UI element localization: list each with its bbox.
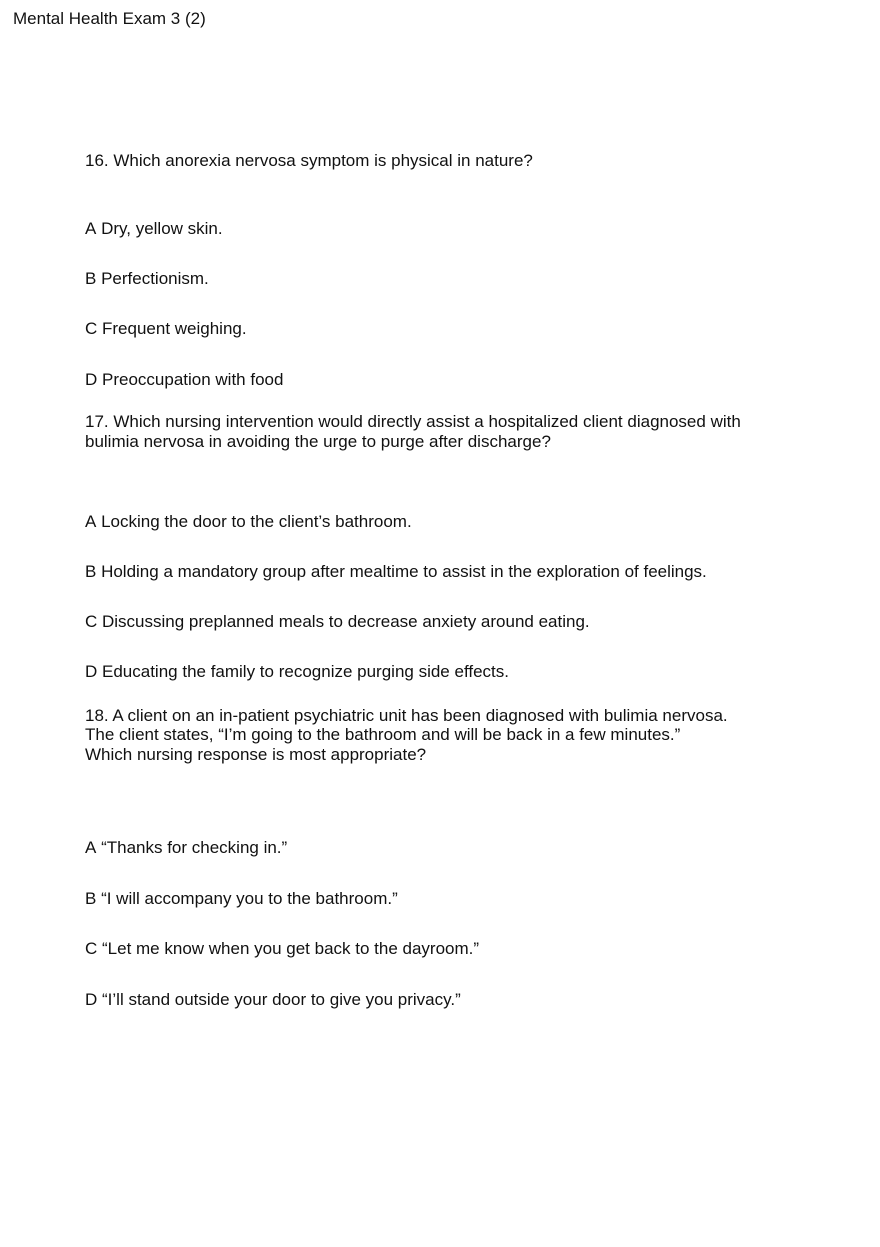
question-17-option-b[interactable] [85,562,707,582]
question-17-option-a[interactable] [85,512,412,532]
option-letter: A [85,838,97,857]
option-letter: C [85,319,98,338]
option-text: Discussing preplanned meals to decrease anxiety around eating. [97,612,590,631]
question-18-option-d[interactable] [85,990,461,1010]
option-text: “I’ll stand outside your door to give you privacy.” [97,990,461,1009]
option-letter: A [85,219,97,238]
question-16-option-a[interactable] [85,219,223,239]
option-text: “Let me know when you get back to the dayroom.” [97,939,480,958]
question-18-option-c[interactable] [85,939,479,959]
question-18-option-b[interactable] [85,889,398,909]
option-text: Preoccupation with food [97,370,284,389]
option-text: “I will accompany you to the bathroom.” [96,889,398,908]
question-18-text-line-2: The client states, “I’m going to the bathroom and will be back in a few minutes.” [85,725,681,744]
question-16-text: 16. Which anorexia nervosa symptom is physical in nature? [85,151,533,170]
question-16-option-c[interactable] [85,319,247,339]
option-letter: A [85,512,97,531]
question-18-text-line-1: 18. A client on an in-patient psychiatric unit has been diagnosed with bulimia nervosa. [85,706,728,725]
document-title: Mental Health Exam 3 (2) [13,9,206,28]
option-letter: B [85,562,97,581]
option-text: Perfectionism. [96,269,209,288]
question-16-option-b[interactable] [85,269,209,289]
question-18-option-a[interactable] [85,838,287,858]
option-letter: D [85,990,98,1009]
option-letter: B [85,889,97,908]
question-16-option-d[interactable] [85,370,283,390]
option-letter: C [85,612,98,631]
option-text: Dry, yellow skin. [96,219,223,238]
option-letter: D [85,370,98,389]
question-17-text-line-1: 17. Which nursing intervention would directly assist a hospitalized client diagnosed with [85,412,741,431]
option-text: Holding a mandatory group after mealtime to assist in the exploration of feelings. [96,562,707,581]
option-letter: B [85,269,97,288]
option-text: “Thanks for checking in.” [96,838,288,857]
option-text: Educating the family to recognize purging side effects. [97,662,509,681]
question-17-text-line-2: bulimia nervosa in avoiding the urge to purge after discharge? [85,432,551,451]
question-17-option-d[interactable] [85,662,509,682]
question-17-option-c[interactable] [85,612,590,632]
option-letter: C [85,939,98,958]
option-letter: D [85,662,98,681]
option-text: Frequent weighing. [97,319,247,338]
option-text: Locking the door to the client’s bathroom. [96,512,412,531]
question-18-text-line-3: Which nursing response is most appropriate? [85,745,427,764]
